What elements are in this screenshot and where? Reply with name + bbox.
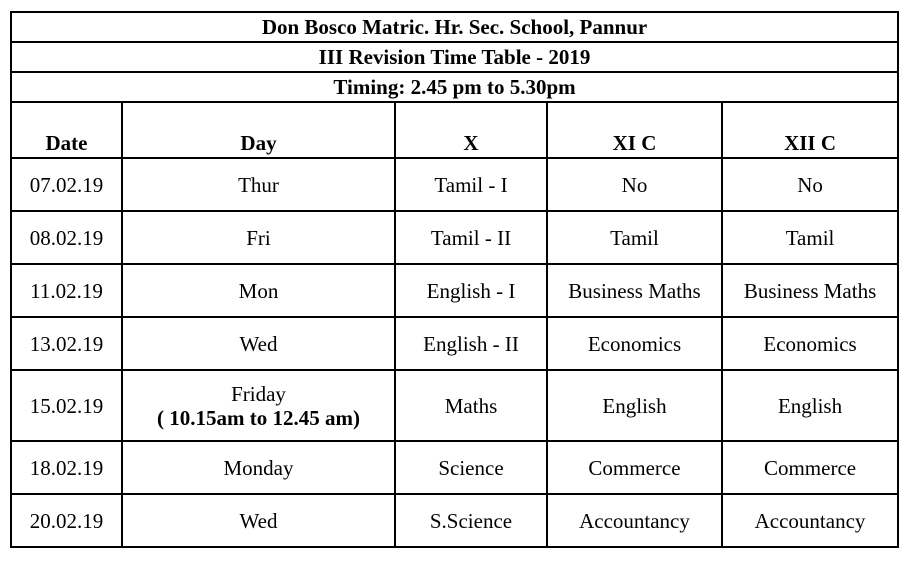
xii-c-subject-cell: No [722,158,898,211]
x-subject-cell: Maths [395,370,547,441]
title-row [11,42,898,72]
school-name-row [11,12,898,42]
date-cell: 11.02.19 [11,264,122,317]
xi-c-subject-cell: Tamil [547,211,722,264]
table-row [11,211,898,264]
date-cell: 08.02.19 [11,211,122,264]
date-cell: 07.02.19 [11,158,122,211]
x-subject-cell: S.Science [395,494,547,547]
column-header-xii-c: XII C [722,102,898,158]
day-cell [122,370,395,441]
table-row [11,158,898,211]
timetable [10,11,899,548]
xi-c-subject-cell: Commerce [547,441,722,494]
date-cell: 13.02.19 [11,317,122,370]
school-name: Don Bosco Matric. Hr. Sec. School, Pannur [11,12,898,42]
column-header-date: Date [11,102,122,158]
day-cell: Wed [122,494,395,547]
column-header-x: X [395,102,547,158]
x-subject-cell: Tamil - I [395,158,547,211]
xi-c-subject-cell: Business Maths [547,264,722,317]
x-subject-cell: Tamil - II [395,211,547,264]
day-cell: Fri [122,211,395,264]
xi-c-subject-cell: English [547,370,722,441]
timing-row [11,72,898,102]
timing: Timing: 2.45 pm to 5.30pm [11,72,898,102]
x-subject-cell: English - I [395,264,547,317]
column-header-row [11,102,898,158]
day-name: Friday [231,381,286,406]
xi-c-subject-cell: No [547,158,722,211]
day-cell: Thur [122,158,395,211]
day-cell: Wed [122,317,395,370]
day-cell: Mon [122,264,395,317]
xii-c-subject-cell: Economics [722,317,898,370]
xii-c-subject-cell: English [722,370,898,441]
table-row [11,264,898,317]
xi-c-subject-cell: Accountancy [547,494,722,547]
xi-c-subject-cell: Economics [547,317,722,370]
table-row [11,494,898,547]
date-cell: 20.02.19 [11,494,122,547]
xii-c-subject-cell: Business Maths [722,264,898,317]
timetable-title: III Revision Time Table - 2019 [11,42,898,72]
x-subject-cell: Science [395,441,547,494]
day-cell: Monday [122,441,395,494]
column-header-day: Day [122,102,395,158]
xii-c-subject-cell: Accountancy [722,494,898,547]
xii-c-subject-cell: Tamil [722,211,898,264]
table-row [11,370,898,441]
table-row [11,317,898,370]
table-row [11,441,898,494]
xii-c-subject-cell: Commerce [722,441,898,494]
date-cell: 18.02.19 [11,441,122,494]
day-timing-note: ( 10.15am to 12.45 am) [157,405,360,430]
column-header-xi-c: XI C [547,102,722,158]
date-cell: 15.02.19 [11,370,122,441]
x-subject-cell: English - II [395,317,547,370]
